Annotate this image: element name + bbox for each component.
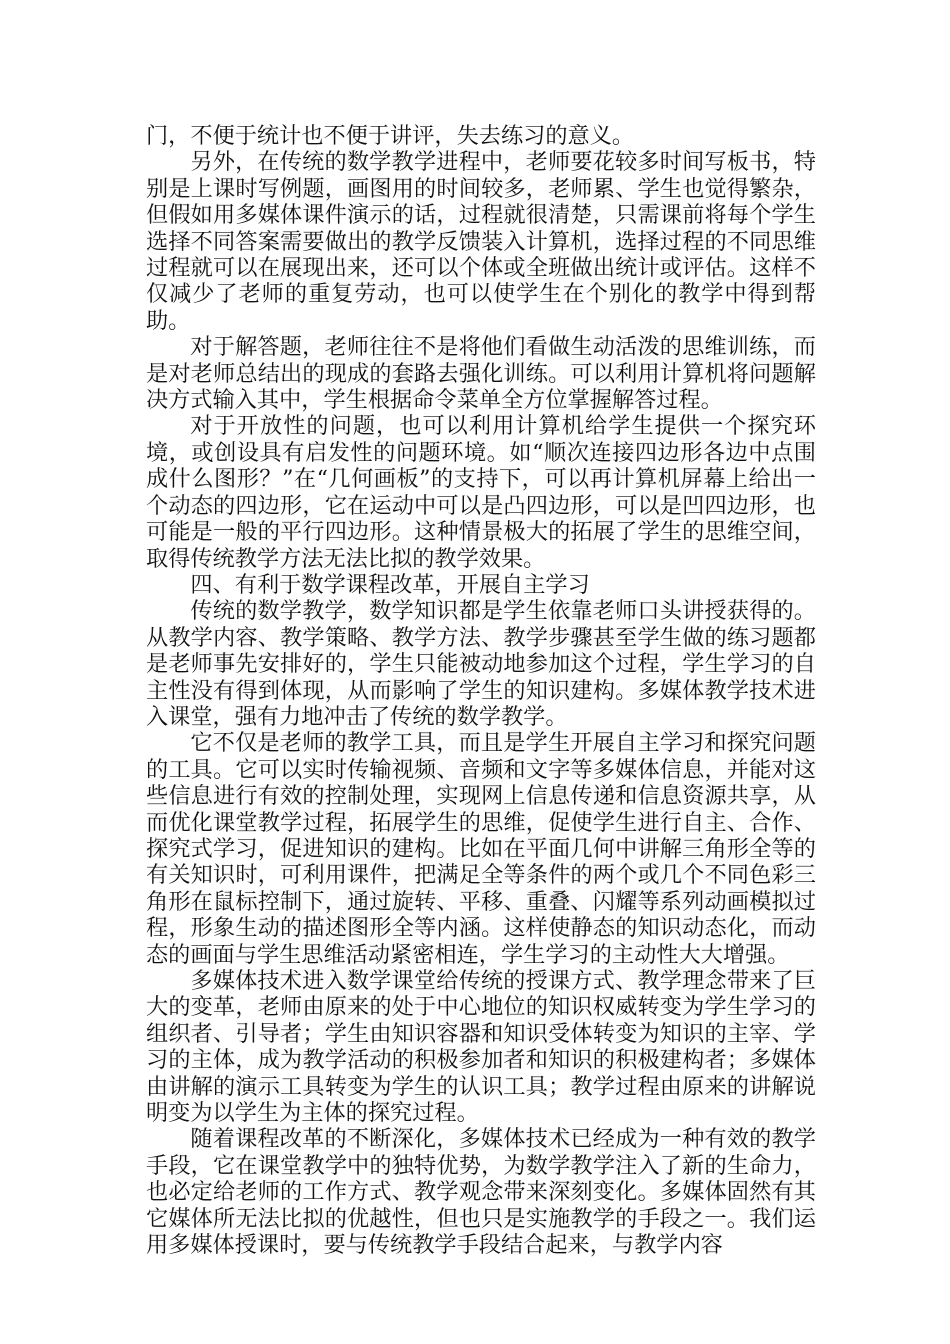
paragraph-problem-solving: 对于解答题，老师往往不是将他们看做生动活泼的思维训练，而是对老师总结出的现成的套路去强化训练。可以利用计算机将问题解决方式输入其中，学生根据命令菜单全方位掌握解答过程。 — [146, 334, 816, 414]
paragraph-curriculum-reform: 随着课程改革的不断深化，多媒体技术已经成为一种有效的教学手段，它在课堂教学中的独特优势，为数学教学注入了新的生命力，也必定给老师的工作方式、教学观念带来深刻变化。多媒体固然有其它媒体所无法比拟的优越性，但也只是实施教学的手段之一。我们运用多媒体授课时，要与传统教学手段结合起来，与教学内容 — [146, 1126, 816, 1259]
paragraph-traditional-teaching: 传统的数学教学，数学知识都是学生依靠老师口头讲授获得的。从教学内容、教学策略、教学方法、教学步骤甚至学生做的练习题都是老师事先安排好的，学生只能被动地参加这个过程，学生学习的自主性没有得到体现，从而影响了学生的知识建构。多媒体教学技术进入课堂，强有力地冲击了传统的数学教学。 — [146, 598, 816, 730]
paragraph-teaching-reform: 多媒体技术进入数学课堂给传统的授课方式、教学理念带来了巨大的变革，老师由原来的处于中心地位的知识权威转变为学生学习的组织者、引导者；学生由知识容器和知识受体转变为知识的主宰、学习的主体，成为教学活动的积极参加者和知识的积极建构者；多媒体由讲解的演示工具转变为学生的认识工具；教学过程由原来的讲解说明变为以学生为主体的探究过程。 — [146, 968, 816, 1127]
document-body — [146, 123, 816, 1258]
paragraph-continuation: 门，不便于统计也不便于讲评，失去练习的意义。 — [146, 123, 635, 149]
paragraph-learning-tool: 它不仅是老师的教学工具，而且是学生开展自主学习和探究问题的工具。它可以实时传输视频、音频和文字等多媒体信息，并能对这些信息进行有效的控制处理，实现网上信息传递和信息资源共享，从而优化课堂教学过程，拓展学生的思维，促使学生进行自主、合作、探究式学习，促进知识的建构。比如在平面几何中讲解三角形全等的有关知识时，可利用课件，把满足全等条件的两个或几个不同色彩三角形在鼠标控制下，通过旋转、平移、重叠、闪耀等系列动画模拟过程，形象生动的描述图形全等内涵。这样使静态的知识动态化，而动态的画面与学生思维活动紧密相连，学生学习的主动性大大增强。 — [146, 730, 816, 968]
paragraph-blackboard-writing: 另外，在传统的数学教学进程中，老师要花较多时间写板书，特别是上课时写例题，画图用的时间较多，老师累、学生也觉得繁杂，但假如用多媒体课件演示的话，过程就很清楚，只需课前将每个学生选择不同答案需要做出的教学反馈装入计算机，选择过程的不同思维过程就可以在展现出来，还可以个体或全班做出统计或评估。这样不仅减少了老师的重复劳动，也可以使学生在个别化的教学中得到帮助。 — [146, 149, 816, 334]
paragraph-open-questions: 对于开放性的问题，也可以利用计算机给学生提供一个探究环境，或创设具有启发性的问题环境。如“顺次连接四边形各边中点围成什么图形？”在“几何画板”的支持下，可以再计算机屏幕上给出一个动态的四边形，它在运动中可以是凸四边形，可以是凹四边形，也可能是一般的平行四边形。这种情景极大的拓展了学生的思维空间，取得传统教学方法无法比拟的教学效果。 — [146, 413, 816, 572]
section-heading-4: 四、有利于数学课程改革，开展自主学习 — [190, 571, 590, 598]
